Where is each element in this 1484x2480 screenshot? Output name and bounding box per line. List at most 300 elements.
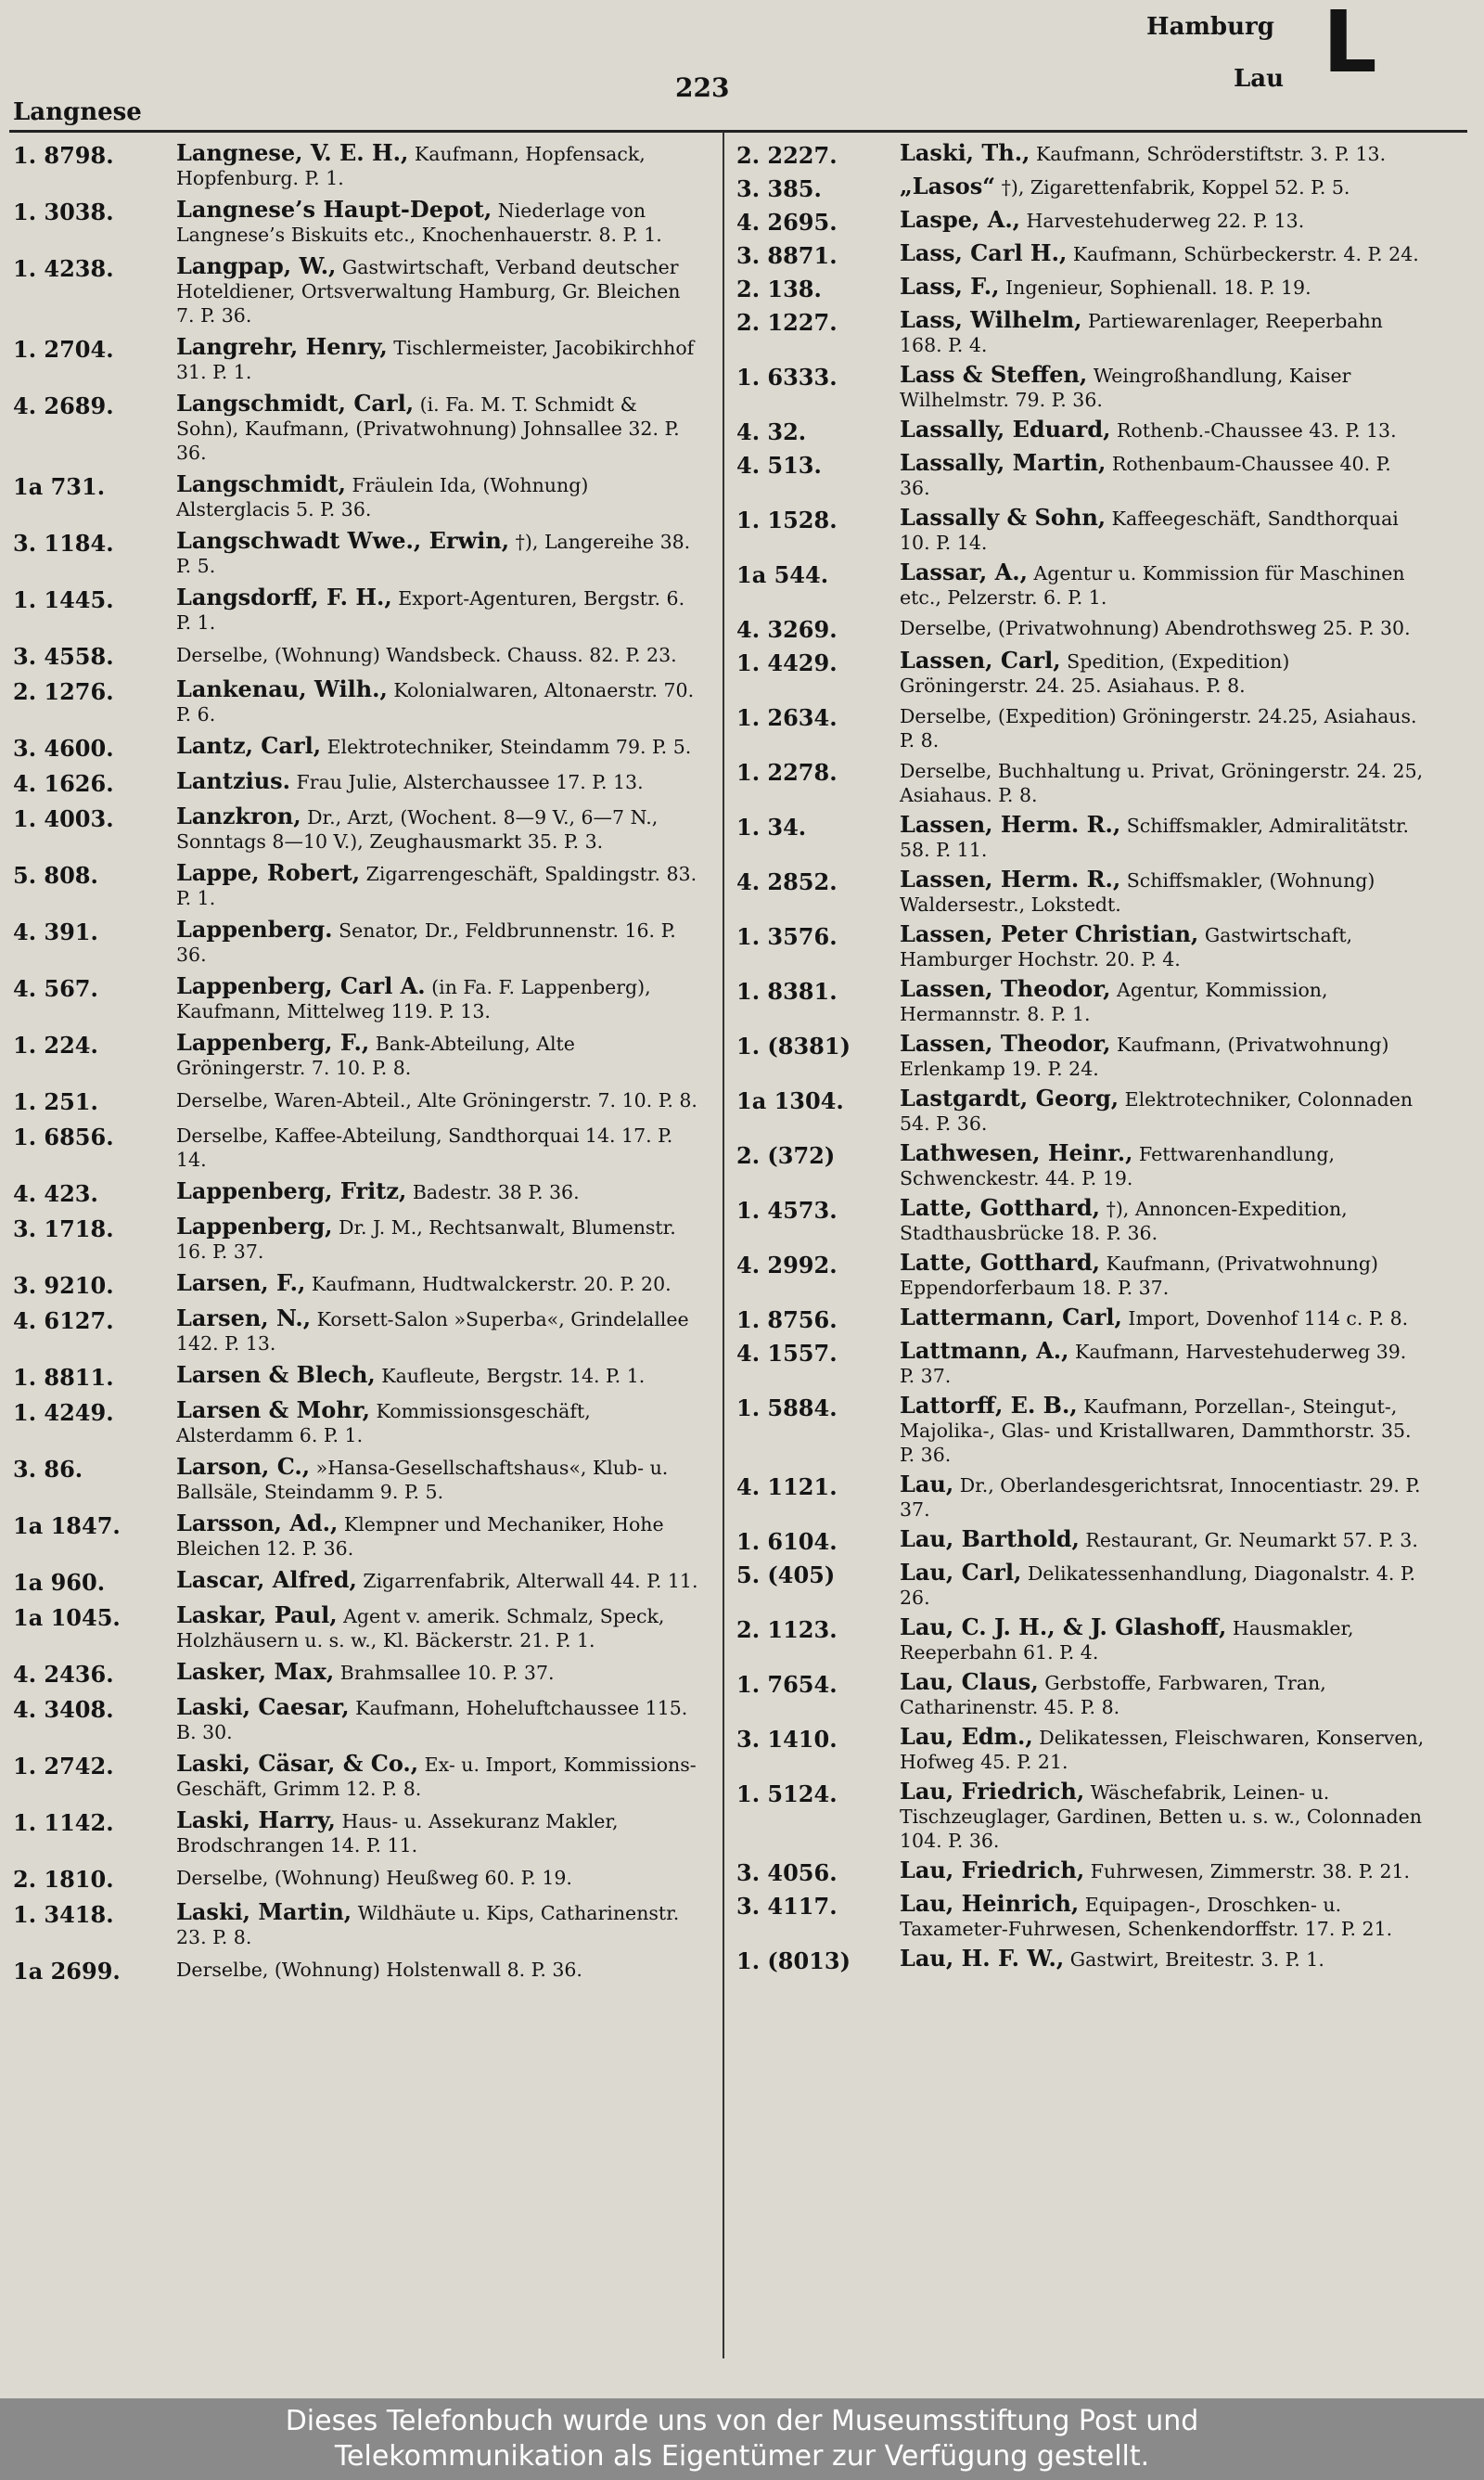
entry-text <box>176 1214 701 1264</box>
directory-entry <box>736 703 1425 752</box>
entry-details: Derselbe, (Wohnung) Holstenwall 8. P. 36. <box>176 1959 582 1981</box>
entry-details: Delikatessenhandlung, Diagonalstr. 4. P. 26. <box>900 1562 1416 1609</box>
entry-details: Delikatessen, Fleischwaren, Konserven, Hofweg 45. P. 21. <box>900 1727 1425 1773</box>
entry-text <box>176 918 701 967</box>
entry-text <box>900 208 1425 233</box>
entry-details: (in Fa. F. Lappenberg), Kaufmann, Mittelweg 119. P. 13. <box>176 976 651 1022</box>
page-number: 223 <box>675 72 730 103</box>
phone-number: 3. 8871. <box>736 242 838 269</box>
phone-number: 4. 3408. <box>13 1696 114 1723</box>
entry-details: Weingroßhandlung, Kaiser Wilhelmstr. 79. P. 36. <box>900 365 1351 411</box>
entry-text <box>900 703 1425 752</box>
column-divider <box>723 132 724 2358</box>
directory-entry <box>736 1725 1425 1774</box>
directory-entry <box>13 974 701 1023</box>
phone-number: 4. 2852. <box>736 868 838 895</box>
directory-entry <box>13 1865 701 1893</box>
phone-number: 3. 4056. <box>736 1859 838 1886</box>
entry-details: †), Langereihe 38. P. 5. <box>176 531 691 577</box>
subscriber-name: Lankenau, Wilh., <box>176 675 388 702</box>
directory-entry <box>13 1214 701 1264</box>
entry-details: Senator, Dr., Feldbrunnenstr. 16. P. 36. <box>176 919 676 966</box>
entry-details: Partiewarenlager, Reeperbahn 168. P. 4. <box>900 310 1383 356</box>
subscriber-name: Laski, Caesar, <box>176 1693 350 1720</box>
subscriber-name: Lassen, Herm. R., <box>900 866 1121 893</box>
right-column <box>736 141 1425 1980</box>
entry-text <box>900 1615 1425 1664</box>
subscriber-name: Laski, Harry, <box>176 1806 336 1833</box>
directory-entry <box>13 1306 701 1356</box>
phone-number: 1. 8811. <box>13 1364 114 1391</box>
phone-number: 1. 251. <box>13 1088 98 1115</box>
entry-details: Derselbe, (Privatwohnung) Abendrothsweg 25. P. 30. <box>900 617 1411 639</box>
entry-text <box>900 758 1425 807</box>
subscriber-name: Laskar, Paul, <box>176 1601 338 1628</box>
directory-entry <box>736 1472 1425 1522</box>
subscriber-name: Lau, H. F. W., <box>900 1945 1065 1972</box>
subscriber-name: Langnese, V. E. H., <box>176 139 409 166</box>
phone-number: 4. 6127. <box>13 1307 114 1334</box>
directory-entry <box>13 1087 701 1115</box>
subscriber-name: Lau, Carl, <box>900 1559 1022 1586</box>
phone-number: 3. 86. <box>13 1456 83 1483</box>
subscriber-name: Lassally, Martin, <box>900 449 1107 476</box>
entry-text <box>900 977 1425 1026</box>
entry-details: Fettwarenhandlung, Schwenckestr. 44. P. 19. <box>900 1143 1335 1189</box>
entry-details: Dr. J. M., Rechtsanwalt, Blumenstr. 16. P. 37. <box>176 1216 676 1263</box>
phone-number: 1. 4573. <box>736 1197 838 1224</box>
directory-entry <box>736 208 1425 236</box>
entry-details: Zigarrengeschäft, Spaldingstr. 83. P. 1. <box>176 863 697 909</box>
phone-number: 1. 224. <box>13 1032 98 1059</box>
directory-entry <box>13 1179 701 1207</box>
subscriber-name: Lau, Heinrich, <box>900 1890 1080 1917</box>
entry-details: Kaufmann, Schürbeckerstr. 4. P. 24. <box>1067 243 1419 265</box>
entry-details: Kaufmann, Hopfensack, Hopfenburg. P. 1. <box>176 143 646 189</box>
directory-entry <box>13 254 701 328</box>
subscriber-name: Lappe, Robert, <box>176 859 361 886</box>
directory-entry <box>13 677 701 726</box>
entry-text <box>900 649 1425 698</box>
subscriber-name: Lass, F., <box>900 273 1000 300</box>
entry-text <box>176 141 701 190</box>
entry-text <box>176 642 701 667</box>
subscriber-name: „Lasos“ <box>900 173 996 199</box>
phone-number: 4. 2436. <box>13 1661 114 1688</box>
subscriber-name: Lassar, A., <box>900 559 1028 585</box>
entry-text <box>900 922 1425 971</box>
running-head-right: Lau <box>1234 65 1285 93</box>
directory-entry <box>13 861 701 910</box>
entry-details: Wildhäute u. Kips, Catharinenstr. 23. P. 8. <box>176 1902 680 1948</box>
subscriber-name: Latte, Gotthard, <box>900 1194 1101 1221</box>
entry-text <box>176 529 701 578</box>
entry-details: Derselbe, Kaffee-Abteilung, Sandthorquai 14. 17. P. 14. <box>176 1124 673 1171</box>
entry-details: Agentur, Kommission, Hermannstr. 8. P. 1. <box>900 979 1328 1025</box>
entry-text <box>900 560 1425 610</box>
subscriber-name: Langpap, W., <box>176 252 337 279</box>
entry-details: Fuhrwesen, Zimmerstr. 38. P. 21. <box>1084 1860 1411 1882</box>
entry-details: Derselbe, (Wohnung) Heußweg 60. P. 19. <box>176 1867 572 1889</box>
entry-text <box>176 804 701 854</box>
directory-entry <box>13 1957 701 1985</box>
directory-entry <box>13 1398 701 1447</box>
phone-number: 4. 1626. <box>13 770 114 797</box>
subscriber-name: Lau, C. J. H., & J. Glashoff, <box>900 1613 1227 1640</box>
left-column <box>13 141 701 1992</box>
subscriber-name: Laski, Martin, <box>176 1898 352 1925</box>
entry-details: Restaurant, Gr. Neumarkt 57. P. 3. <box>1079 1529 1418 1551</box>
phone-number: 2. 1123. <box>736 1616 838 1643</box>
directory-entry <box>13 734 701 762</box>
entry-text <box>176 585 701 635</box>
entry-text <box>176 769 701 794</box>
directory-entry <box>736 1394 1425 1467</box>
subscriber-name: Latte, Gotthard, <box>900 1249 1101 1276</box>
entry-details: Kaufmann, Porzellan-, Steingut-, Majolika-, Glas- und Kristallwaren, Dammthorstr. 35. P. 36. <box>900 1395 1412 1466</box>
subscriber-name: Lass, Wilhelm, <box>900 306 1082 333</box>
entry-text <box>176 974 701 1023</box>
phone-number: 3. 9210. <box>13 1272 114 1299</box>
entry-details: Niederlage von Langnese’s Biskuits etc., Knochenhauerstr. 8. P. 1. <box>176 199 662 246</box>
directory-entry <box>13 1511 701 1561</box>
entry-text <box>900 1339 1425 1388</box>
directory-entry <box>13 1031 701 1080</box>
directory-entry <box>736 1141 1425 1190</box>
entry-text <box>900 1394 1425 1467</box>
directory-entry <box>13 1808 701 1857</box>
directory-entry <box>736 1032 1425 1081</box>
directory-entry <box>736 977 1425 1026</box>
directory-entry <box>736 141 1425 169</box>
phone-number: 1. 6104. <box>736 1528 838 1555</box>
subscriber-name: Larsen, F., <box>176 1269 306 1296</box>
phone-number: 3. 1410. <box>736 1726 838 1753</box>
entry-details: Export-Agenturen, Bergstr. 6. P. 1. <box>176 587 685 634</box>
phone-number: 4. 423. <box>13 1180 98 1207</box>
entry-text <box>900 1892 1425 1941</box>
directory-entry <box>13 141 701 190</box>
phone-number: 4. 3269. <box>736 616 838 643</box>
entry-details: Zigarrenfabrik, Alterwall 44. P. 11. <box>356 1570 698 1592</box>
directory-entry <box>736 758 1425 807</box>
subscriber-name: Lappenberg, Fritz, <box>176 1177 407 1204</box>
directory-entry <box>736 1780 1425 1853</box>
directory-entry <box>736 615 1425 643</box>
entry-details: Gastwirt, Breitestr. 3. P. 1. <box>1064 1948 1324 1971</box>
directory-entry <box>13 1752 701 1801</box>
directory-entry <box>736 308 1425 357</box>
entry-text <box>900 1251 1425 1300</box>
entry-text <box>176 1031 701 1080</box>
phone-number: 1. 4238. <box>13 255 114 282</box>
subscriber-name: Lattmann, A., <box>900 1337 1069 1364</box>
phone-number: 3. 1184. <box>13 530 114 557</box>
subscriber-name: Laski, Th., <box>900 139 1030 166</box>
entry-details: Bank-Abteilung, Alte Gröningerstr. 7. 10. P. 8. <box>176 1033 575 1079</box>
subscriber-name: Laspe, A., <box>900 206 1021 233</box>
directory-entry <box>13 585 701 635</box>
entry-details: Kaufmann, Hudtwalckerstr. 20. P. 20. <box>305 1273 672 1295</box>
entry-details: Harvestehuderweg 22. P. 13. <box>1020 210 1305 232</box>
phone-number: 3. 4117. <box>736 1893 838 1920</box>
phone-number: 1. 5124. <box>736 1780 838 1807</box>
subscriber-name: Lathwesen, Heinr., <box>900 1139 1133 1166</box>
directory-entry <box>13 1568 701 1596</box>
directory-entry <box>13 392 701 465</box>
subscriber-name: Lappenberg, F., <box>176 1029 370 1056</box>
directory-entry <box>736 1305 1425 1333</box>
footer-notice <box>0 2398 1484 2480</box>
phone-number: 2. 1810. <box>13 1866 114 1893</box>
entry-text <box>900 275 1425 300</box>
phone-number: 1. 6856. <box>13 1124 114 1150</box>
directory-entry <box>13 1660 701 1688</box>
header-rule <box>9 130 1467 133</box>
directory-entry <box>736 1251 1425 1300</box>
phone-number: 1a 1304. <box>736 1087 844 1114</box>
subscriber-name: Lau, Edm., <box>900 1723 1033 1750</box>
entry-details: Brahmsallee 10. P. 37. <box>334 1662 555 1684</box>
phone-number: 1. 34. <box>736 814 807 841</box>
entry-details: Gastwirtschaft, Hamburger Hochstr. 20. P. 4. <box>900 924 1353 970</box>
subscriber-name: Lasker, Max, <box>176 1658 335 1685</box>
entry-text <box>176 1957 701 1982</box>
directory-entry <box>736 1947 1425 1974</box>
phone-number: 5. (405) <box>736 1561 836 1588</box>
entry-details: Badestr. 38 P. 36. <box>406 1181 580 1203</box>
subscriber-name: Lass & Steffen, <box>900 361 1088 388</box>
entry-details: Derselbe, (Wohnung) Wandsbeck. Chauss. 82. P. 23. <box>176 644 677 666</box>
entry-details: Klempner und Mechaniker, Hohe Bleichen 12. P. 36. <box>176 1513 664 1560</box>
entry-details: Fräulein Ida, (Wohnung) Alsterglacis 5. P. 36. <box>176 474 589 520</box>
entry-details: †), Zigarettenfabrik, Koppel 52. P. 5. <box>995 176 1350 199</box>
entry-details: Elektrotechniker, Steindamm 79. P. 5. <box>321 736 692 758</box>
directory-entry <box>13 642 701 670</box>
entry-text <box>900 363 1425 412</box>
directory-entry <box>13 804 701 854</box>
subscriber-name: Lassen, Theodor, <box>900 975 1111 1002</box>
subscriber-name: Lappenberg. <box>176 916 333 943</box>
entry-text <box>176 335 701 384</box>
entry-text <box>900 308 1425 357</box>
subscriber-name: Langschwadt Wwe., Erwin, <box>176 527 510 554</box>
subscriber-name: Lau, <box>900 1471 954 1497</box>
phone-number: 1. 2278. <box>736 759 838 786</box>
phone-number: 1. (8381) <box>736 1033 851 1060</box>
directory-entry <box>13 335 701 384</box>
subscriber-name: Lanzkron, <box>176 803 301 829</box>
entry-details: Derselbe, (Expedition) Gröningerstr. 24.25, Asiahaus. P. 8. <box>900 705 1417 752</box>
entry-details: Agentur u. Kommission für Maschinen etc., Pelzerstr. 6. P. 1. <box>900 562 1405 609</box>
directory-entry <box>736 1527 1425 1555</box>
subscriber-name: Lassen, Carl, <box>900 647 1061 674</box>
entry-text <box>900 1086 1425 1136</box>
entry-text <box>176 1271 701 1296</box>
directory-entry <box>736 1339 1425 1388</box>
entry-text <box>900 141 1425 166</box>
phone-number: 3. 4600. <box>13 735 114 762</box>
subscriber-name: Larsen & Blech, <box>176 1361 376 1388</box>
subscriber-name: Larson, C., <box>176 1453 311 1480</box>
subscriber-name: Lattorff, E. B., <box>900 1392 1078 1419</box>
subscriber-name: Lau, Barthold, <box>900 1525 1080 1552</box>
directory-entry <box>736 922 1425 971</box>
directory-entry <box>736 560 1425 610</box>
entry-details: †), Annoncen-Expedition, Stadthausbrücke 18. P. 36. <box>900 1198 1348 1244</box>
entry-text <box>900 451 1425 500</box>
phone-number: 4. 513. <box>736 452 822 479</box>
entry-details: Rothenbaum-Chaussee 40. P. 36. <box>900 453 1391 499</box>
directory-entry <box>736 1858 1425 1886</box>
subscriber-name: Larsson, Ad., <box>176 1510 339 1536</box>
entry-text <box>176 1455 701 1504</box>
entry-text <box>176 734 701 759</box>
subscriber-name: Lau, Claus, <box>900 1668 1039 1695</box>
subscriber-name: Lassally & Sohn, <box>900 504 1107 531</box>
footer-line-2: Telekommunikation als Eigentümer zur Verfügung gestellt. <box>334 2440 1150 2473</box>
directory-entry <box>13 1123 701 1172</box>
directory-entry <box>13 1900 701 1949</box>
entry-text <box>900 1196 1425 1245</box>
entry-text <box>176 198 701 247</box>
entry-text <box>176 1306 701 1356</box>
phone-number: 3. 4558. <box>13 643 114 670</box>
entry-details: Kaufmann, Schröderstiftstr. 3. P. 13. <box>1030 143 1387 165</box>
phone-number: 1. 2704. <box>13 336 114 363</box>
entry-details: Equipagen-, Droschken- u. Taxameter-Fuhrwesen, Schenkendorffstr. 17. P. 21. <box>900 1894 1393 1940</box>
directory-entry <box>736 418 1425 445</box>
phone-number: 2. 138. <box>736 276 822 302</box>
phone-number: 1a 544. <box>736 561 829 588</box>
phone-number: 1. 6333. <box>736 364 838 391</box>
phone-number: 4. 32. <box>736 418 807 445</box>
directory-entry <box>13 1455 701 1504</box>
entry-details: Frau Julie, Alsterchaussee 17. P. 13. <box>290 771 644 793</box>
phone-number: 2. 1276. <box>13 678 114 705</box>
phone-number: 4. 2992. <box>736 1252 838 1279</box>
entry-text <box>900 418 1425 443</box>
subscriber-name: Lattermann, Carl, <box>900 1304 1122 1330</box>
entry-text <box>900 1725 1425 1774</box>
directory-entry <box>13 472 701 521</box>
entry-details: Derselbe, Waren-Abteil., Alte Gröningerstr. 7. 10. P. 8. <box>176 1089 697 1112</box>
entry-text <box>176 1695 701 1744</box>
directory-entry <box>736 241 1425 269</box>
entry-details: Spedition, (Expedition) Gröningerstr. 24. 25. Asiahaus. P. 8. <box>900 650 1290 697</box>
directory-entry <box>736 813 1425 862</box>
subscriber-name: Lappenberg, Carl A. <box>176 972 426 999</box>
entry-text <box>900 615 1425 640</box>
running-head-left: Langnese <box>13 98 142 126</box>
entry-text <box>900 241 1425 266</box>
phone-number: 1a 960. <box>13 1569 106 1596</box>
entry-details: Kaufmann, Hoheluftchaussee 115. B. 30. <box>176 1697 688 1743</box>
entry-details: Dr., Arzt, (Wochent. 8—9 V., 6—7 N., Sonntags 8—10 V.), Zeughausmarkt 35. P. 3. <box>176 806 659 853</box>
entry-text <box>900 1305 1425 1330</box>
entry-details: Tischlermeister, Jacobikirchhof 31. P. 1. <box>176 337 695 383</box>
entry-text <box>176 1865 701 1890</box>
entry-text <box>900 1141 1425 1190</box>
entry-details: Kaffeegeschäft, Sandthorquai 10. P. 14. <box>900 508 1399 554</box>
subscriber-name: Langschmidt, <box>176 470 346 497</box>
section-letter: L <box>1323 0 1377 92</box>
entry-text <box>900 1947 1425 1972</box>
entry-details: Dr., Oberlandesgerichtsrat, Innocentiastr. 29. P. 37. <box>900 1474 1421 1521</box>
entry-text <box>176 861 701 910</box>
phone-number: 1. 3418. <box>13 1901 114 1928</box>
directory-entry <box>736 1561 1425 1610</box>
subscriber-name: Lassally, Eduard, <box>900 416 1111 443</box>
directory-entry <box>13 1603 701 1652</box>
phone-number: 1a 1045. <box>13 1604 121 1631</box>
phone-number: 1a 1847. <box>13 1512 121 1539</box>
entry-details: Derselbe, Buchhaltung u. Privat, Gröningerstr. 24. 25, Asiahaus. P. 8. <box>900 760 1424 806</box>
entry-details: Import, Dovenhof 114 c. P. 8. <box>1121 1307 1409 1330</box>
footer-line-1: Dieses Telefonbuch wurde uns von der Museumsstiftung Post und <box>285 2405 1199 2437</box>
subscriber-name: Larsen & Mohr, <box>176 1396 370 1423</box>
subscriber-name: Lassen, Peter Christian, <box>900 920 1199 947</box>
phone-number: 4. 2695. <box>736 209 838 236</box>
entry-details: Agent v. amerik. Schmalz, Speck, Holzhäusern u. s. w., Kl. Bäckerstr. 21. P. 1. <box>176 1605 665 1651</box>
subscriber-name: Lassen, Theodor, <box>900 1030 1111 1057</box>
directory-entry <box>736 363 1425 412</box>
entry-details: Kaufleute, Bergstr. 14. P. 1. <box>375 1365 646 1387</box>
entry-details: Gastwirtschaft, Verband deutscher Hoteldiener, Ortsverwaltung Hamburg, Gr. Bleichen 7. P. 36. <box>176 256 681 327</box>
phone-number: 1a 2699. <box>13 1958 121 1985</box>
subscriber-name: Lassen, Herm. R., <box>900 811 1121 838</box>
phone-number: 1. 8798. <box>13 142 114 169</box>
entry-text <box>176 392 701 465</box>
entry-text <box>176 1087 701 1112</box>
phone-number: 1. 3576. <box>736 923 838 950</box>
entry-text <box>900 1527 1425 1552</box>
directory-entry <box>13 769 701 797</box>
directory-entry <box>13 529 701 578</box>
subscriber-name: Laski, Cäsar, & Co., <box>176 1750 419 1777</box>
phone-number: 4. 1121. <box>736 1473 838 1500</box>
phone-number: 1. 1528. <box>736 507 838 533</box>
subscriber-name: Lantzius. <box>176 767 291 794</box>
entry-details: Kaufmann, (Privatwohnung) Eppendorferbaum 18. P. 37. <box>900 1253 1378 1299</box>
phone-number: 4. 391. <box>13 919 98 945</box>
phone-number: 1. 1445. <box>13 586 114 613</box>
entry-text <box>900 867 1425 917</box>
directory-entry <box>736 174 1425 202</box>
phone-number: 4. 1557. <box>736 1340 838 1367</box>
entry-text <box>176 1660 701 1685</box>
subscriber-name: Langrehr, Henry, <box>176 333 388 360</box>
directory-entry <box>736 451 1425 500</box>
subscriber-name: Larsen, N., <box>176 1304 312 1331</box>
phone-number: 1. 1142. <box>13 1809 114 1836</box>
phone-number: 1. 2742. <box>13 1753 114 1780</box>
directory-entry <box>736 275 1425 302</box>
phone-number: 1. 4429. <box>736 649 838 676</box>
phone-number: 1. (8013) <box>736 1947 851 1974</box>
entry-text <box>176 1568 701 1593</box>
entry-text <box>176 1363 701 1388</box>
subscriber-name: Lau, Friedrich, <box>900 1857 1085 1883</box>
entry-text <box>900 1472 1425 1522</box>
entry-details: Ingenieur, Sophienall. 18. P. 19. <box>999 276 1311 299</box>
entry-text <box>176 1808 701 1857</box>
entry-text <box>176 1752 701 1801</box>
phone-number: 1. 4249. <box>13 1399 114 1426</box>
entry-text <box>900 1858 1425 1883</box>
entry-details: Schiffsmakler, Admiralitätstr. 58. P. 11. <box>900 815 1410 861</box>
entry-text <box>900 1032 1425 1081</box>
